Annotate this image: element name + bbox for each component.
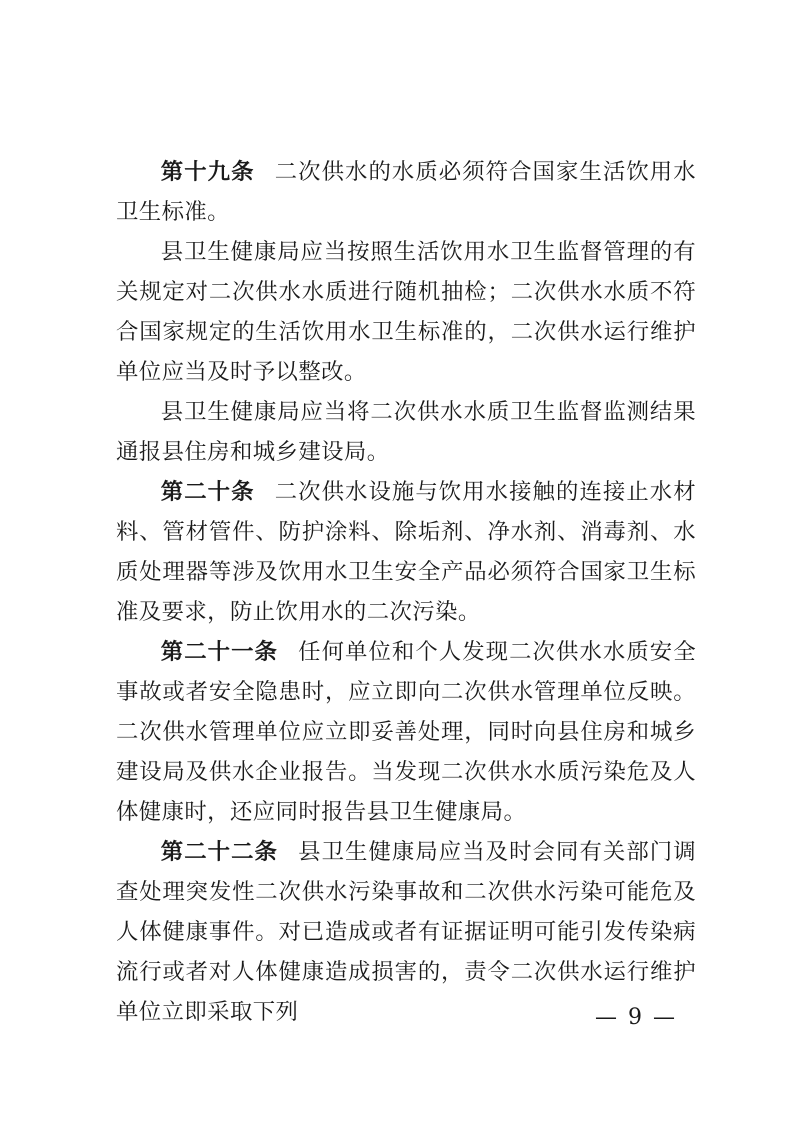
document-body [116,152,696,1032]
paragraph-text: 县卫生健康局应当按照生活饮用水卫生监督管理的有关规定对二次供水水质进行随机抽检；二次供水水质不符合国家规定的生活饮用水卫生标准的，二次供水运行维护单位应当及时予以整改。 [116,239,696,385]
article-20-paragraph [116,472,696,632]
article-heading: 第二十二条 [160,839,278,865]
article-21-paragraph [116,632,696,832]
article-22-paragraph [116,832,696,1032]
article-text: 任何单位和个人发现二次供水水质安全事故或者安全隐患时，应立即向二次供水管理单位反映。二次供水管理单位应立即妥善处理，同时向县住房和城乡建设局及供水企业报告。当发现二次供水水质污染危及人体健康时，还应同时报告县卫生健康局。 [116,639,696,825]
paragraph-text: 县卫生健康局应当将二次供水水质卫生监督监测结果通报县住房和城乡建设局。 [116,399,696,465]
article-text: 二次供水的水质必须符合国家生活饮用水卫生标准。 [116,159,696,225]
page-number: — 9 — [595,1005,677,1030]
article-text: 县卫生健康局应当及时会同有关部门调查处理突发性二次供水污染事故和二次供水污染可能危及人体健康事件。对已造成或者有证据证明可能引发传染病流行或者对人体健康造成损害的，责令二次供水运行维护单位立即采取下列 [116,839,696,1025]
article-heading: 第二十条 [160,479,255,505]
article-heading: 第十九条 [160,159,255,185]
paragraph [116,392,696,472]
article-19-paragraph [116,152,696,232]
article-text: 二次供水设施与饮用水接触的连接止水材料、管材管件、防护涂料、除垢剂、净水剂、消毒剂、水质处理器等涉及饮用水卫生安全产品必须符合国家卫生标准及要求，防止饮用水的二次污染。 [116,479,696,625]
paragraph [116,232,696,392]
article-heading: 第二十一条 [160,639,278,665]
